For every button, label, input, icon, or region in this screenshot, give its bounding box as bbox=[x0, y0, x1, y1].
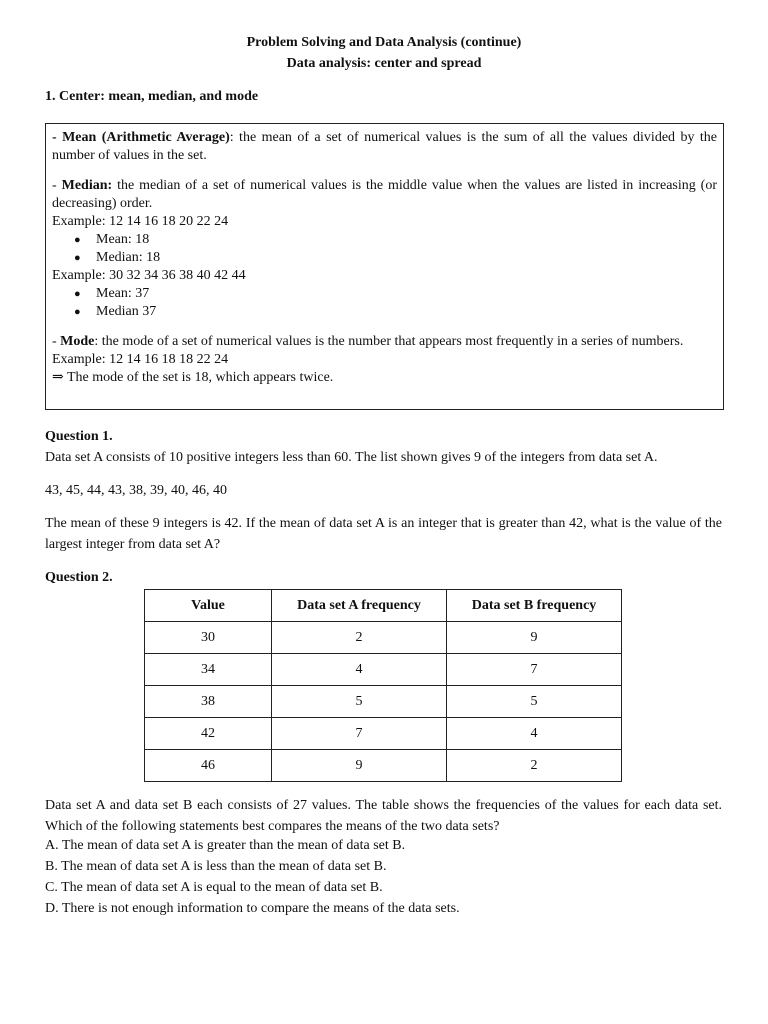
median-prefix: - bbox=[52, 178, 62, 193]
example-3: Example: 12 14 16 18 18 22 24 bbox=[52, 352, 229, 367]
question-2-label: Question 2. bbox=[45, 570, 113, 585]
mode-text: : the mode of a set of numerical values is the number that appears most frequently in a series of numbers. bbox=[94, 334, 684, 349]
table-row bbox=[145, 654, 622, 686]
question-1-followup: The mean of these 9 integers is 42. If the mean of data set A is an integer that is greater than 42, what is the value of the largest integer from data set A? bbox=[45, 516, 722, 552]
table-cell: 42 bbox=[145, 718, 272, 750]
table-row bbox=[145, 686, 622, 718]
example-2: Example: 30 32 34 36 38 40 42 44 bbox=[52, 268, 246, 283]
option-c: C. The mean of data set A is equal to the mean of data set B. bbox=[45, 880, 383, 895]
table-cell: 2 bbox=[447, 750, 622, 782]
question-1-list: 43, 45, 44, 43, 38, 39, 40, 46, 40 bbox=[45, 483, 227, 498]
table-cell: 38 bbox=[145, 686, 272, 718]
table-header-cell: Data set B frequency bbox=[447, 590, 622, 622]
table-cell: 34 bbox=[145, 654, 272, 686]
table-cell: 9 bbox=[447, 622, 622, 654]
mode-term: Mode bbox=[60, 334, 95, 349]
example-1: Example: 12 14 16 18 20 22 24 bbox=[52, 214, 229, 229]
example-2-mean: ● Mean: 37 bbox=[52, 285, 717, 303]
median-term: Median: bbox=[61, 178, 113, 193]
example-1-median: ● Median: 18 bbox=[52, 249, 717, 267]
option-a: A. The mean of data set A is greater than the mean of data set B. bbox=[45, 838, 406, 853]
mean-term: - Mean (Arithmetic Average) bbox=[52, 130, 230, 145]
median-definition bbox=[52, 177, 717, 213]
section-heading: 1. Center: mean, median, and mode bbox=[45, 89, 259, 104]
table-row bbox=[145, 622, 622, 654]
table-header-cell: Value bbox=[145, 590, 272, 622]
question-1-label: Question 1. bbox=[45, 429, 113, 444]
table-cell: 7 bbox=[272, 718, 447, 750]
table-row bbox=[145, 750, 622, 782]
mean-text: : the mean of a set of numerical values is the sum of all the values divided by the number of values in the set. bbox=[52, 130, 717, 163]
example-2-median: ● Median 37 bbox=[52, 303, 717, 321]
table-cell: 30 bbox=[145, 622, 272, 654]
table-cell: 46 bbox=[145, 750, 272, 782]
option-d: D. There is not enough information to compare the means of the data sets. bbox=[45, 901, 460, 916]
mode-prefix: - bbox=[52, 334, 61, 349]
table-cell: 7 bbox=[447, 654, 622, 686]
mean-definition bbox=[52, 129, 717, 165]
table-row bbox=[145, 718, 622, 750]
question-2-text: Data set A and data set B each consists of 27 values. The table shows the frequencies of the values for each data set. Which of the following statements best compares the means of the two data sets? bbox=[45, 798, 722, 834]
table-cell: 5 bbox=[447, 686, 622, 718]
table-cell: 9 bbox=[272, 750, 447, 782]
definitions-box bbox=[45, 123, 724, 410]
median-text: the median of a set of numerical values is the middle value when the values are listed in increasing (or decreasing) order. bbox=[52, 178, 718, 211]
table-cell: 4 bbox=[447, 718, 622, 750]
table-cell: 4 bbox=[272, 654, 447, 686]
table-header-cell: Data set A frequency bbox=[272, 590, 447, 622]
table-cell: 2 bbox=[272, 622, 447, 654]
table-header-row bbox=[145, 590, 622, 622]
frequency-table bbox=[144, 589, 622, 782]
mode-conclusion: ⇒ The mode of the set is 18, which appears twice. bbox=[52, 370, 334, 385]
page-title: Problem Solving and Data Analysis (continue) bbox=[246, 35, 522, 50]
mode-definition bbox=[52, 333, 717, 351]
page-subtitle: Data analysis: center and spread bbox=[286, 56, 482, 71]
option-b: B. The mean of data set A is less than the mean of data set B. bbox=[45, 859, 387, 874]
table-cell: 5 bbox=[272, 686, 447, 718]
example-1-mean: ● Mean: 18 bbox=[52, 231, 717, 249]
question-1-text: Data set A consists of 10 positive integers less than 60. The list shown gives 9 of the integers from data set A. bbox=[45, 450, 658, 465]
